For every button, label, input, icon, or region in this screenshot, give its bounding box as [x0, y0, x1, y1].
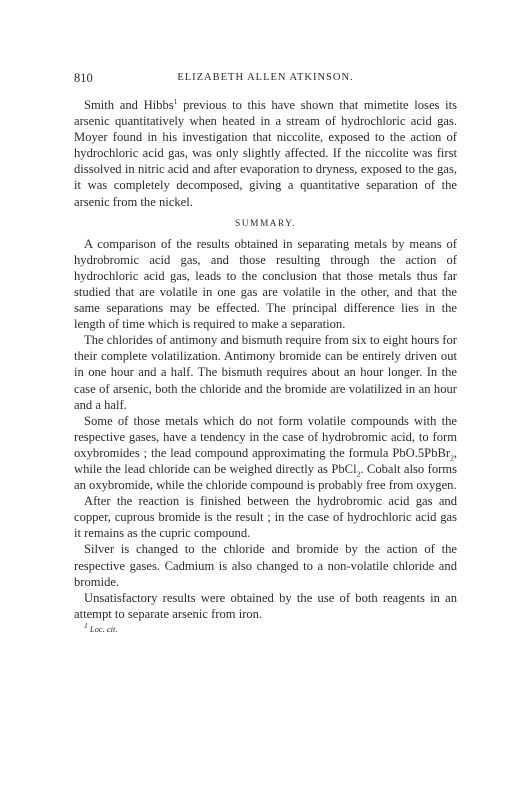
footnote-reference: 1 [173, 96, 178, 106]
paragraph-text: previous to this have shown that mimetite loses its arsenic quantitatively when heated in a stream of hydrochloric acid gas. Moyer found in his investigation that niccolite, exposed to the action of hydrochloric acid gas, was only slightly affected. If the niccolite was first dissolved in nitric acid and after evaporation to dryness, exposed to the gas, it was completely decomposed, giving a quantitative separation of the arsenic from the nickel. [74, 98, 457, 209]
paragraph-text: . Cobalt also forms an oxybromide, while the chloride compound is probably free from oxygen. [74, 461, 458, 493]
running-head: ELIZABETH ALLEN ATKINSON. [177, 72, 354, 83]
paragraph-copper: After the reaction is finished between the hydrobromic acid gas and copper, cuprous bromide is the result ; in the case of hydrochloric acid gas it remains as the cupric compound. [74, 494, 457, 541]
footnote-mark: 1 [84, 621, 88, 631]
subscript: 2 [450, 453, 454, 463]
paragraph-smith-hibbs [74, 97, 457, 210]
paragraph-arsenic-iron: Unsatisfactory results were obtained by the use of both reagents in an attempt to separate arsenic from iron. [74, 590, 457, 621]
book-page [74, 71, 457, 635]
paragraph-silver: Silver is changed to the chloride and bromide by the action of the respective gases. Cadmium is also changed to a non-volatile chloride and bromide. [74, 542, 457, 589]
paragraph-text: Smith and Hibbs [84, 98, 174, 112]
paragraph-text: Some of those metals which do not form volatile compounds with the respective gases, have a tendency in the case of hydrobromic acid, to form oxybromides ; the lead compound approximating the formula PbO.5PbBr [74, 413, 457, 460]
paragraph-comparison: A comparison of the results obtained in separating metals by means of hydrobromic acid gas, and those resulting through the action of hydrochloric acid gas, leads to the conclusion that those metals thus far studied that are volatile in one gas are volatile in the other, and that the same separations may be effected. The principal difference lies in the length of time which is required to make a separation. [74, 236, 457, 332]
paragraph-text: , while the lead chloride can be weighed directly as PbCl [74, 445, 457, 476]
footnote-text: Loc. cit. [89, 623, 118, 634]
footnote [74, 621, 457, 635]
page-number: 810 [74, 71, 93, 85]
page-header [74, 71, 457, 89]
subscript: 2 [356, 469, 361, 479]
paragraph-chlorides: The chlorides of antimony and bismuth require from six to eight hours for their complete volatilization. Antimony bromide can be entirely driven out in one hour and a half. The bismuth requires about an hour longer. In the case of arsenic, both the chloride and the bromide are volatilized in an hour and a half. [74, 333, 457, 412]
section-title-summary: SUMMARY. [235, 218, 296, 229]
paragraph-oxybromides [74, 413, 457, 493]
